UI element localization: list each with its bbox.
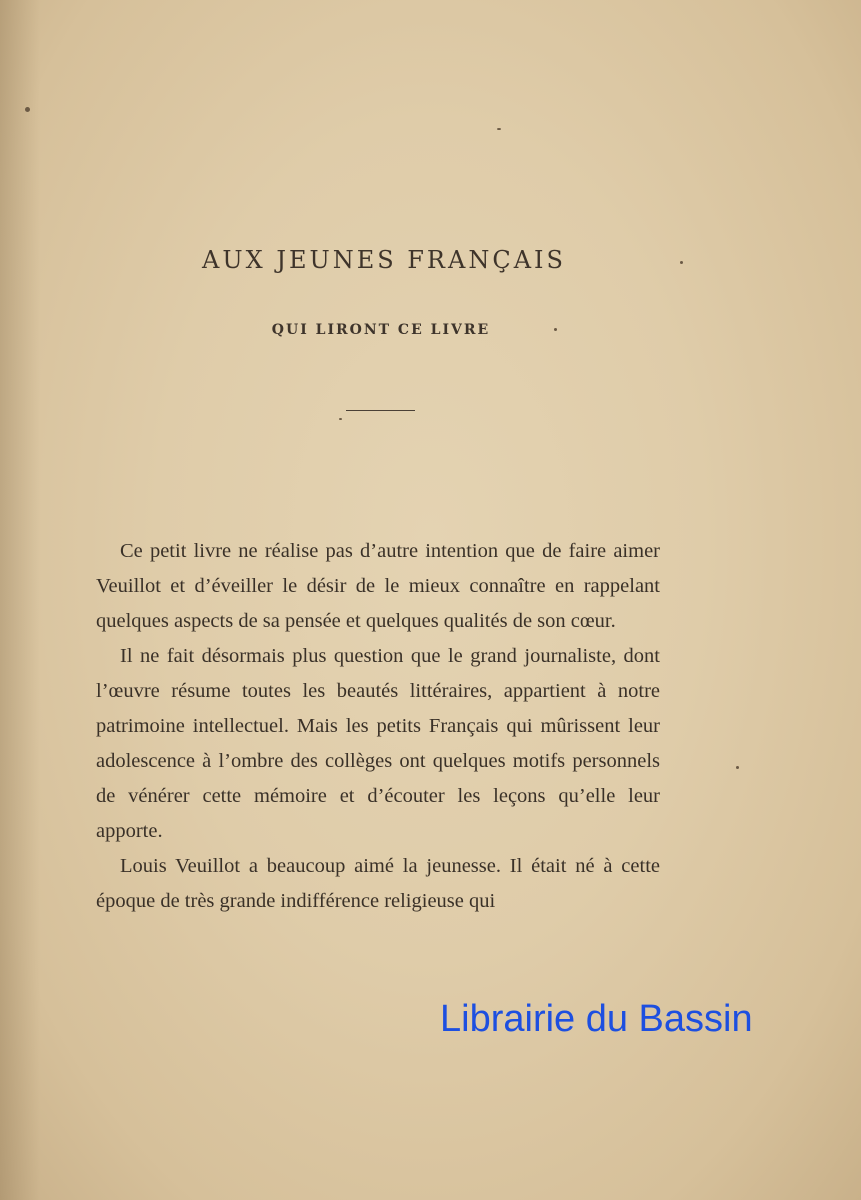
paper-speck xyxy=(497,128,501,130)
page-gutter-shadow xyxy=(0,0,40,1200)
divider-rule xyxy=(346,410,415,411)
paper-speck xyxy=(25,107,30,112)
page-title: AUX JEUNES FRANÇAIS xyxy=(202,246,566,274)
paragraph-2: Il ne fait désormais plus question que le grand journaliste, dont l’œuvre résume toutes les beautés littéraires, appartient à notre patrimoine intellectuel. Mais les petits Français qui mûrissent leur adolescence à l’ombre des collèges ont quelques motifs personnels de vénérer cette mémoire et d’écouter les leçons qu’elle leur apporte. xyxy=(96,645,660,842)
paragraph-3: Louis Veuillot a beaucoup aimé la jeunesse. Il était né à cette époque de très grande indifférence religieuse qui xyxy=(96,855,660,912)
paper-speck xyxy=(339,418,342,420)
bookseller-watermark: Librairie du Bassin xyxy=(440,998,753,1040)
paragraph-1: Ce petit livre ne réalise pas d’autre intention que de faire aimer Veuillot et d’éveiller le désir de le mieux connaître en rappelant quelques aspects de sa pensée et quelques qualités de son cœur. xyxy=(96,540,660,632)
paper-speck xyxy=(736,766,739,769)
body-text xyxy=(96,534,660,919)
page-subtitle: QUI LIRONT CE LIVRE xyxy=(271,322,491,338)
